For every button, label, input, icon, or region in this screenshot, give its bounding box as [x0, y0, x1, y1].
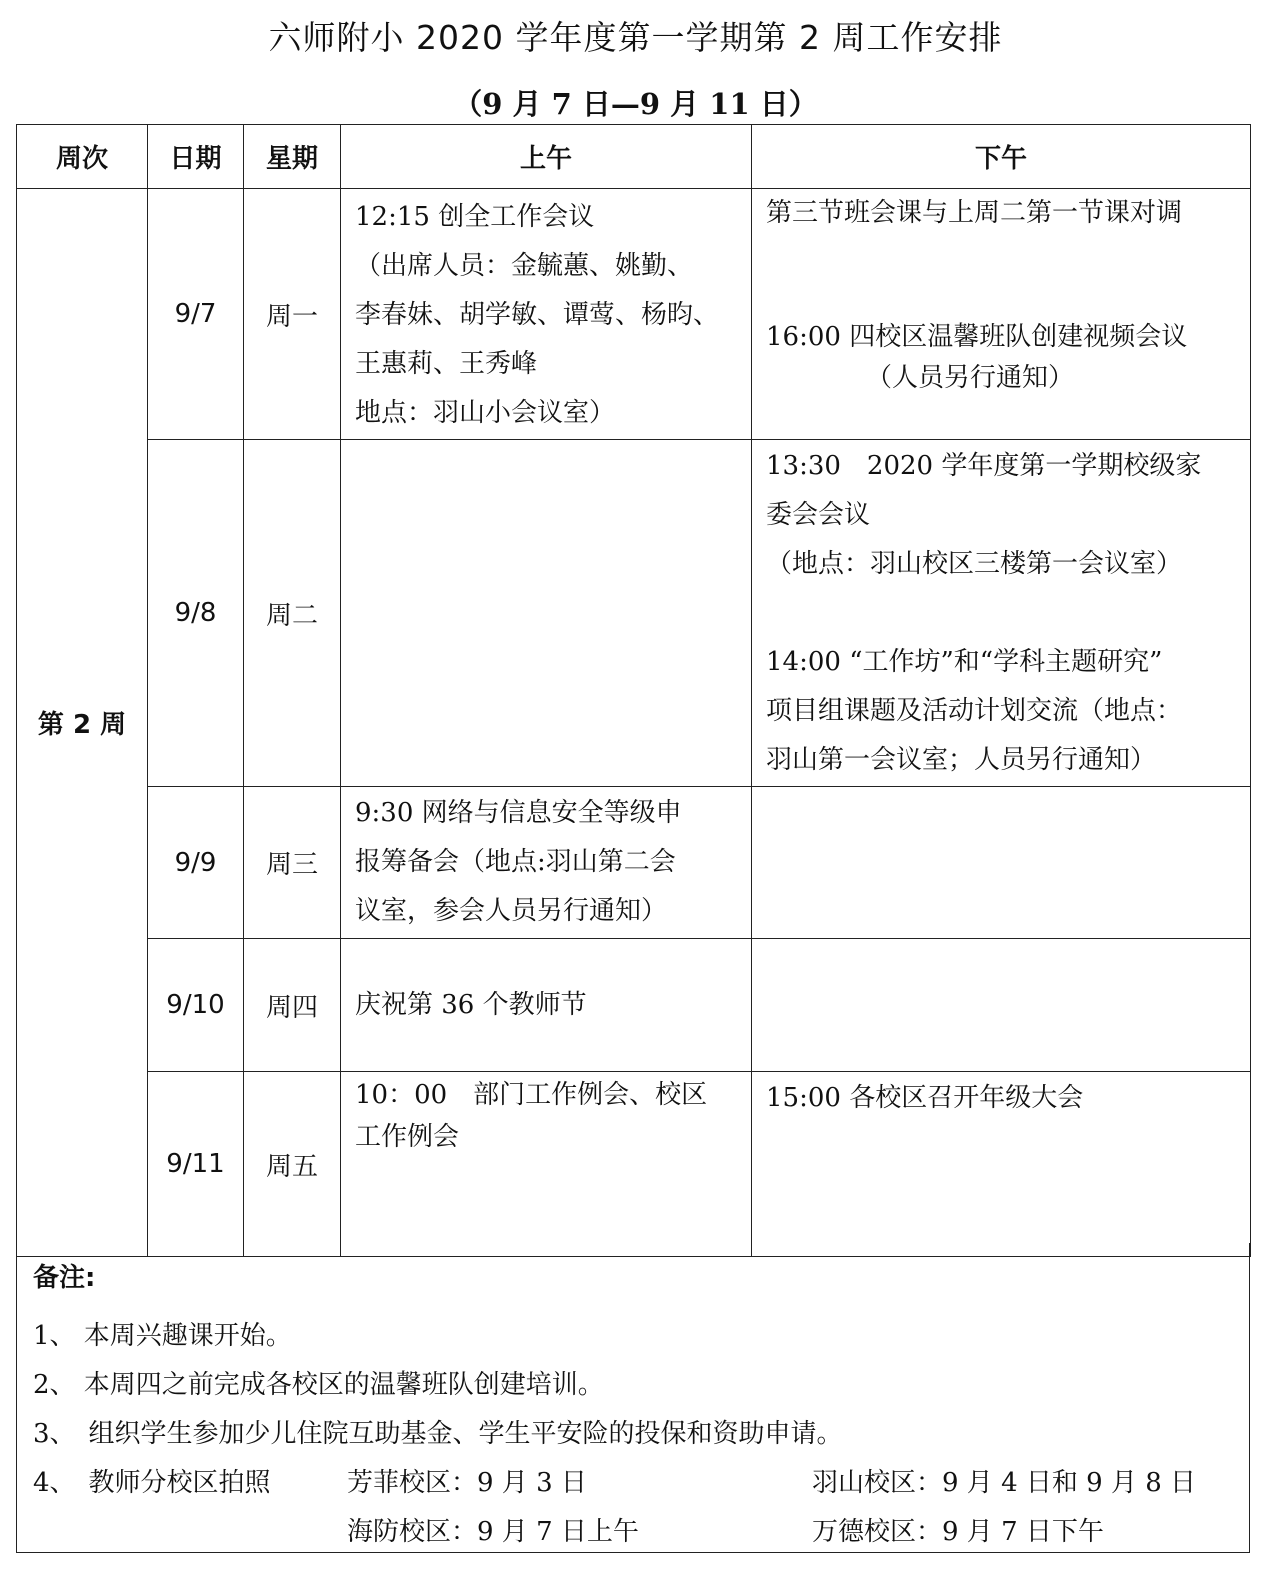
date-cell: 9/7	[148, 189, 244, 440]
afternoon-cell	[752, 787, 1251, 939]
weekday-cell: 周四	[244, 939, 341, 1072]
date-range-subtitle: （9 月 7 日—9 月 11 日）	[453, 87, 818, 121]
week-cell: 第 2 周	[17, 189, 148, 1257]
afternoon-line: 委会会议	[766, 500, 871, 530]
weekday-cell: 周三	[244, 787, 341, 939]
weekday-cell: 周一	[244, 189, 341, 440]
afternoon-line: 项目组课题及活动计划交流（地点：	[766, 696, 1183, 726]
morning-line: 议室，参会人员另行通知）	[355, 896, 668, 926]
page-title: 六师附小 2020 学年度第一学期第 2 周工作安排	[268, 18, 1003, 57]
photo-schedule-haifang: 海防校区：9 月 7 日上午	[347, 1517, 639, 1547]
photo-schedule-fangfei: 芳菲校区：9 月 3 日	[347, 1468, 587, 1498]
header-afternoon: 下午	[752, 125, 1251, 189]
morning-line: 9:30 网络与信息安全等级申	[355, 798, 682, 828]
photo-schedule-wande: 万德校区：9 月 7 日下午	[812, 1517, 1104, 1547]
schedule-table	[16, 124, 1251, 1257]
afternoon-cell	[752, 939, 1251, 1072]
afternoon-line: 羽山第一会议室；人员另行通知）	[766, 745, 1157, 775]
header-date: 日期	[148, 125, 244, 189]
note-item: 2、 本周四之前完成各校区的温馨班队创建培训。	[33, 1370, 604, 1400]
morning-line: 地点：羽山小会议室）	[355, 398, 616, 428]
afternoon-line: 16:00 四校区温馨班队创建视频会议	[766, 322, 1188, 352]
note-item: 3、 组织学生参加少儿住院互助基金、学生平安险的投保和资助申请。	[33, 1419, 843, 1449]
date-cell: 9/10	[148, 939, 244, 1072]
table-header-row	[17, 125, 1251, 189]
table-row	[17, 189, 1251, 440]
weekday-cell: 周五	[244, 1072, 341, 1257]
table-row	[17, 1072, 1251, 1257]
notes-heading: 备注:	[33, 1263, 96, 1293]
notes-section	[16, 1243, 1250, 1553]
afternoon-line: （人员另行通知）	[866, 363, 1075, 393]
header-day: 星期	[244, 125, 341, 189]
morning-line: 庆祝第 36 个教师节	[355, 989, 587, 1020]
morning-line: 报筹备会（地点:羽山第二会	[355, 847, 676, 877]
morning-cell	[341, 787, 752, 939]
morning-line: 王惠莉、王秀峰	[355, 349, 538, 379]
photo-schedule-yushan: 羽山校区：9 月 4 日和 9 月 8 日	[812, 1468, 1197, 1498]
afternoon-line: 13:30 2020 学年度第一学期校级家	[766, 451, 1202, 481]
header-week: 周次	[17, 125, 148, 189]
afternoon-line: 15:00 各校区召开年级大会	[766, 1083, 1084, 1113]
morning-cell	[341, 939, 752, 1072]
afternoon-line: （地点：羽山校区三楼第一会议室）	[766, 549, 1183, 579]
table-row	[17, 440, 1251, 787]
date-cell: 9/8	[148, 440, 244, 787]
morning-line: 工作例会	[355, 1122, 460, 1152]
morning-line: （出席人员：金毓蕙、姚勤、	[355, 251, 694, 281]
afternoon-cell	[752, 1072, 1251, 1257]
morning-cell	[341, 1072, 752, 1257]
afternoon-cell	[752, 440, 1251, 787]
note-item: 1、 本周兴趣课开始。	[33, 1321, 292, 1351]
header-morning: 上午	[341, 125, 752, 189]
note-item: 4、 教师分校区拍照	[33, 1468, 271, 1498]
morning-line: 李春妹、胡学敏、谭莺、杨昀、	[355, 300, 720, 330]
morning-cell	[341, 189, 752, 440]
afternoon-line: 14:00 “工作坊”和“学科主题研究”	[766, 647, 1163, 677]
date-cell: 9/9	[148, 787, 244, 939]
table-row	[17, 939, 1251, 1072]
afternoon-line: 第三节班会课与上周二第一节课对调	[766, 198, 1183, 228]
morning-cell	[341, 440, 752, 787]
morning-line: 12:15 创全工作会议	[355, 202, 595, 232]
weekday-cell: 周二	[244, 440, 341, 787]
table-row	[17, 787, 1251, 939]
morning-line: 10：00 部门工作例会、校区	[355, 1080, 708, 1110]
afternoon-cell	[752, 189, 1251, 440]
date-cell: 9/11	[148, 1072, 244, 1257]
